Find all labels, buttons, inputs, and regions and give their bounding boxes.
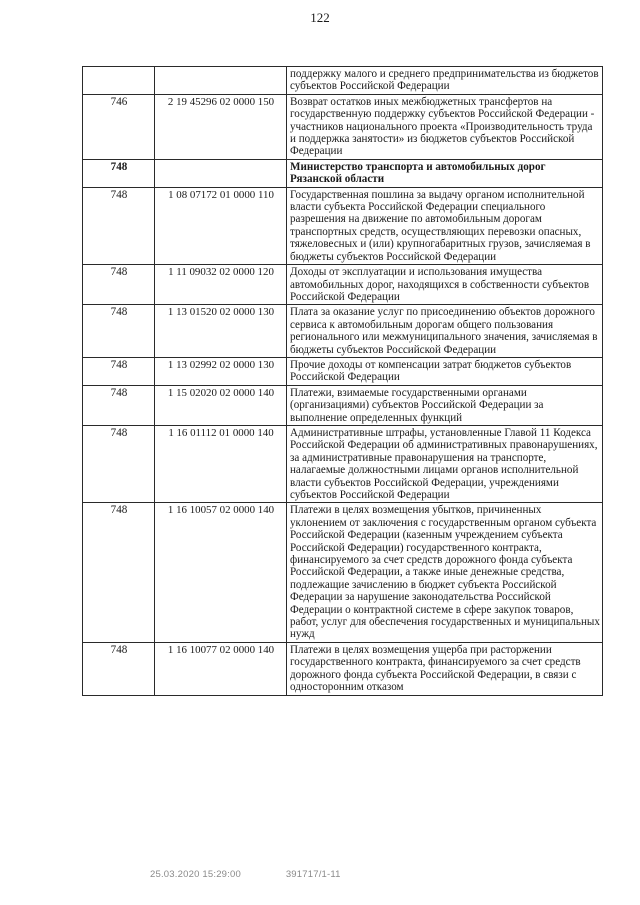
admin-code-cell: 748 — [83, 187, 155, 264]
budget-code-cell: 1 16 10077 02 0000 140 — [155, 642, 287, 695]
page-number: 122 — [310, 10, 330, 25]
budget-code-cell: 2 19 45296 02 0000 150 — [155, 94, 287, 159]
admin-code-cell: 748 — [83, 159, 155, 187]
footer-timestamp: 25.03.2020 15:29:00 — [150, 869, 241, 880]
footer-document-id: 391717/1-11 — [285, 869, 341, 880]
income-name-cell: Платежи в целях возмещения убытков, причиненных уклонением от заключения с государственным органом субъекта Российской Федерации (казенным учреждением субъекта Российской Федерации) государственного контракта, финансируемого за счет средств дорожного фонда субъекта Российской Федерации, а также иные денежные средства, подлежащие зачислению в бюджет субъекта Российской Федерации за нарушение законодательства Российской Федерации о контрактной системе в сфере закупок товаров, работ, услуг для обеспечения государственных и муниципальных нужд — [287, 503, 603, 642]
table-row — [83, 425, 603, 502]
table-row — [83, 642, 603, 695]
budget-code-cell: 1 08 07172 01 0000 110 — [155, 187, 287, 264]
table-row — [83, 305, 603, 358]
budget-code-cell: 1 15 02020 02 0000 140 — [155, 385, 287, 425]
admin-code-cell: 748 — [83, 357, 155, 385]
income-name-cell: Возврат остатков иных межбюджетных трансфертов на государственную поддержку субъектов Российской Федерации - участников национального проекта «Производительность труда и поддержка занятости» из бюджетов субъектов Российской Федерации — [287, 94, 603, 159]
budget-code-cell: 1 16 01112 01 0000 140 — [155, 425, 287, 502]
admin-code-cell: 748 — [83, 503, 155, 642]
table-row — [83, 187, 603, 264]
admin-code-cell: 748 — [83, 642, 155, 695]
budget-code-cell: 1 13 02992 02 0000 130 — [155, 357, 287, 385]
income-name-cell: Административные штрафы, установленные Главой 11 Кодекса Российской Федерации об административных правонарушениях, за административные правонарушения на транспорте, налагаемые должностными лицами органов исполнительной власти субъектов Российской Федерации, учреждениями субъектов Российской Федерации — [287, 425, 603, 502]
budget-code-cell — [155, 67, 287, 95]
income-name-cell: Доходы от эксплуатации и использования имущества автомобильных дорог, находящихся в собственности субъектов Российской Федерации — [287, 265, 603, 305]
budget-classification-table — [82, 66, 603, 696]
income-name-cell: Министерство транспорта и автомобильных дорог Рязанской области — [287, 159, 603, 187]
income-name-cell: Платежи, взимаемые государственными органами (организациями) субъектов Российской Федерации за выполнение определенных функций — [287, 385, 603, 425]
table-row — [83, 159, 603, 187]
income-name-cell: поддержку малого и среднего предпринимательства из бюджетов субъектов Российской Федерации — [287, 67, 603, 95]
budget-code-cell: 1 13 01520 02 0000 130 — [155, 305, 287, 358]
income-name-cell: Государственная пошлина за выдачу органом исполнительной власти субъекта Российской Федерации специального разрешения на движение по автомобильным дорогам транспортных средств, осуществляющих перевозки опасных, тяжеловесных и (или) крупногабаритных грузов, зачисляемая в бюджеты субъектов Российской Федерации — [287, 187, 603, 264]
admin-code-cell: 748 — [83, 305, 155, 358]
table-row — [83, 94, 603, 159]
income-name-cell: Прочие доходы от компенсации затрат бюджетов субъектов Российской Федерации — [287, 357, 603, 385]
budget-code-cell: 1 16 10057 02 0000 140 — [155, 503, 287, 642]
footer — [150, 869, 383, 880]
admin-code-cell: 746 — [83, 94, 155, 159]
table-row — [83, 67, 603, 95]
admin-code-cell: 748 — [83, 425, 155, 502]
budget-code-cell: 1 11 09032 02 0000 120 — [155, 265, 287, 305]
table-row — [83, 503, 603, 642]
table-row — [83, 265, 603, 305]
income-name-cell: Платежи в целях возмещения ущерба при расторжении государственного контракта, финансируемого за счет средств дорожного фонда субъекта Российской Федерации, в связи с односторонним отказом — [287, 642, 603, 695]
table-row — [83, 357, 603, 385]
income-name-cell: Плата за оказание услуг по присоединению объектов дорожного сервиса к автомобильным дорогам общего пользования регионального или межмуниципального значения, зачисляемая в бюджеты субъектов Российской Федерации — [287, 305, 603, 358]
budget-code-cell — [155, 159, 287, 187]
admin-code-cell: 748 — [83, 265, 155, 305]
table-body — [83, 67, 603, 696]
admin-code-cell: 748 — [83, 385, 155, 425]
table-row — [83, 385, 603, 425]
admin-code-cell — [83, 67, 155, 95]
